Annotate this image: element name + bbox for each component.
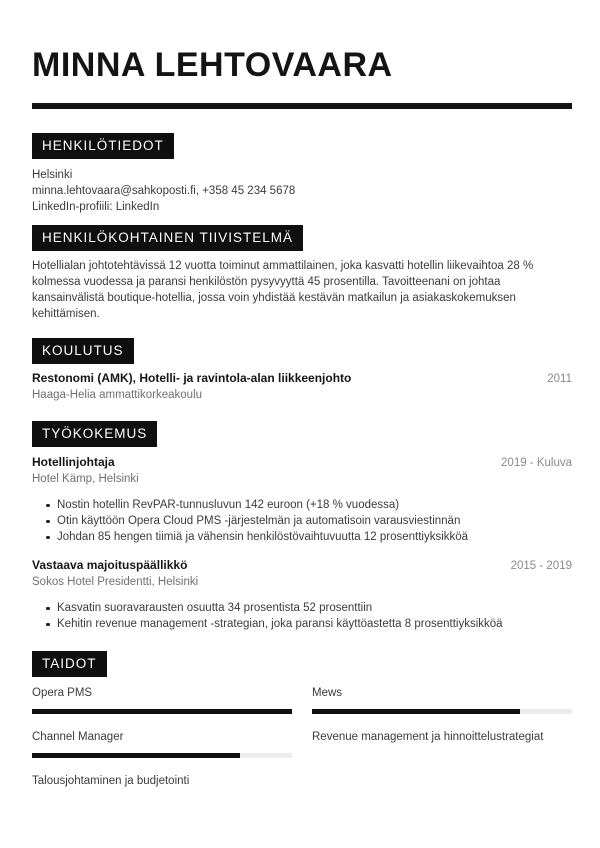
job-bullet-list [32, 497, 572, 545]
section-education [32, 338, 572, 403]
contact-location: Helsinki [32, 169, 73, 181]
job-company: Sokos Hotel Presidentti, Helsinki [32, 576, 199, 588]
education-section-heading: KOULUTUS [32, 338, 134, 364]
skill-item [32, 773, 292, 789]
summary-section-heading: HENKILÖKOHTAINEN TIIVISTELMÄ [32, 225, 303, 251]
experience-section-heading: TYÖKOKEMUS [32, 421, 157, 447]
skills-grid [32, 685, 572, 789]
resume-header [32, 46, 572, 109]
job-title: Vastaava majoituspäällikkö [32, 558, 188, 572]
skill-label: Channel Manager [32, 731, 124, 743]
skill-label: Talousjohtaminen ja budjetointi [32, 775, 190, 787]
job-bullet: Johdan 85 hengen tiimiä ja vähensin henkilöstövaihtuvuutta 12 prosenttiyksikköä [32, 529, 572, 545]
section-skills [32, 651, 572, 789]
section-experience [32, 421, 572, 632]
job-title: Hotellinjohtaja [32, 455, 115, 469]
job-bullet-list [32, 600, 572, 632]
job-bullet: Kehitin revenue management -strategian, joka paransi käyttöastetta 8 prosenttiyksikköä [32, 616, 572, 632]
skill-item [32, 729, 292, 758]
experience-job [32, 454, 572, 545]
skills-section-heading: TAIDOT [32, 651, 107, 677]
job-header-row [32, 557, 572, 574]
contact-email-phone: minna.lehtovaara@sahkoposti.fi, +358 45 234 5678 [32, 185, 296, 197]
experience-job [32, 557, 572, 632]
job-company: Hotel Kämp, Helsinki [32, 473, 139, 485]
skill-bar-track [32, 753, 292, 758]
header-divider [32, 103, 572, 109]
skill-label: Opera PMS [32, 687, 93, 699]
job-dates: 2015 - 2019 [510, 560, 572, 572]
contact-section-heading: HENKILÖTIEDOT [32, 133, 174, 159]
resume-name: MINNA LEHTOVAARA [32, 46, 393, 84]
skill-item [312, 685, 572, 714]
skill-bar-track [312, 709, 572, 714]
education-entry [32, 370, 572, 403]
contact-linkedin: LinkedIn-profiili: LinkedIn [32, 201, 160, 213]
job-bullet: Otin käyttöön Opera Cloud PMS -järjestelmän ja automatisoin varausviestinnän [32, 513, 572, 529]
education-school: Haaga-Helia ammattikorkeakoulu [32, 389, 203, 401]
job-bullet: Nostin hotellin RevPAR-tunnusluvun 142 euroon (+18 % vuodessa) [32, 497, 572, 513]
skill-bar-track [32, 709, 292, 714]
education-degree: Restonomi (AMK), Hotelli- ja ravintola-alan liikkeenjohto [32, 371, 352, 385]
section-contact [32, 133, 572, 215]
job-header-row [32, 454, 572, 471]
summary-text: Hotellialan johtotehtävissä 12 vuotta toiminut ammattilainen, joka kasvatti hotellin liikevaihtoa 28 % kolmessa vuodessa ja paransi henkilöstön pysyvyyttä 45 prosentilla. Tavoitteenani on johtaa kansainvälistä boutique-hotellia, jossa voin yhdistää kestävän matkailun ja asiakaskokemuksen kehittämisen. [32, 260, 534, 320]
skill-item [32, 685, 292, 714]
section-summary [32, 225, 572, 322]
education-entry-row [32, 370, 572, 387]
skill-bar-fill [312, 709, 520, 714]
skill-label: Mews [312, 687, 343, 699]
skill-label: Revenue management ja hinnoittelustrategiat [312, 731, 544, 743]
skill-item [312, 729, 572, 758]
job-bullet: Kasvatin suoravarausten osuutta 34 prosentista 52 prosenttiin [32, 600, 572, 616]
skill-bar-fill [32, 753, 240, 758]
education-dates: 2011 [547, 373, 572, 385]
contact-lines [32, 167, 572, 215]
skill-bar-fill [32, 709, 292, 714]
job-dates: 2019 - Kuluva [501, 457, 572, 469]
